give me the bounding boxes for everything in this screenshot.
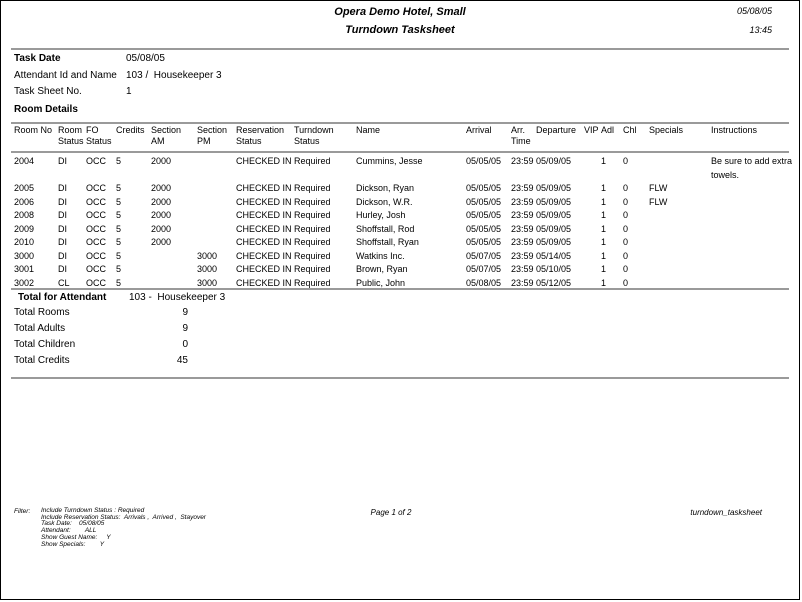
cell-credits: 5 [116, 250, 122, 261]
cell-room-no: 2010 [14, 237, 35, 247]
cell-turndown-status: Required [294, 156, 331, 166]
cell-guest-name: Shoffstall, Ryan [356, 237, 419, 247]
cell-turndown-status: Required [294, 183, 331, 193]
cell-vip [584, 182, 601, 196]
cell-room-no: 3000 [14, 250, 35, 261]
cell-section-pm [197, 209, 236, 223]
filter-line: Show Guest Name: Y [41, 533, 111, 541]
total-label: Total Children [14, 339, 76, 350]
cell-credits: 5 [116, 156, 122, 166]
column-header: Instructions [711, 125, 758, 135]
table-top-divider [11, 122, 789, 124]
cell-departure: 05/09/05 [536, 223, 572, 234]
cell-turndown-status: Required [294, 196, 331, 207]
cell-section-pm: 3000 [197, 264, 218, 274]
column-header: Name [356, 125, 381, 135]
room-row [14, 182, 796, 196]
cell-vip [584, 236, 601, 250]
room-table-header-row [14, 125, 796, 155]
cell-credits: 5 [116, 183, 122, 193]
totals-bottom-divider [11, 377, 789, 379]
cell-section-pm: 3000 [197, 277, 218, 288]
report-date: 05/08/05 [736, 6, 772, 16]
total-value: 9 [182, 307, 188, 318]
cell-arrival: 05/05/05 [466, 210, 502, 220]
column-header: FO Status [86, 125, 112, 146]
cell-vip [584, 209, 601, 223]
task-sheet-no-label: Task Sheet No. [14, 86, 82, 97]
column-header: Section AM [151, 125, 182, 146]
total-label: Total Rooms [14, 307, 70, 318]
cell-fo-status: OCC [86, 237, 106, 247]
cell-specials [649, 155, 711, 182]
cell-credits: 5 [116, 210, 122, 220]
cell-reservation-status: CHECKED IN [236, 250, 292, 261]
cell-turndown-status: Required [294, 277, 331, 288]
total-value: 9 [182, 323, 188, 334]
total-for-attendant-value: 103 - Housekeeper 3 [129, 292, 226, 303]
cell-instructions [711, 196, 796, 210]
room-row [14, 236, 796, 250]
cell-section-pm [197, 236, 236, 250]
cell-turndown-status: Required [294, 250, 331, 261]
filter-line: Include Turndown Status : Required [41, 507, 145, 514]
column-header: Room No [14, 125, 53, 135]
cell-section-pm [197, 223, 236, 237]
cell-chl: 0 [623, 223, 629, 234]
cell-arr-time: 23:59 [511, 237, 534, 247]
report-file-name: turndown_tasksheet [690, 508, 762, 517]
room-row [14, 196, 796, 210]
cell-chl: 0 [623, 156, 629, 166]
cell-instructions: Be sure to add extra towels. [711, 156, 793, 180]
cell-turndown-status: Required [294, 237, 331, 247]
cell-room-no: 2009 [14, 223, 35, 234]
cell-instructions [711, 236, 796, 250]
cell-arrival: 05/05/05 [466, 223, 502, 234]
column-header: Reservation Status [236, 125, 285, 146]
cell-specials: FLW [649, 183, 668, 193]
cell-room-status: DI [58, 250, 67, 261]
cell-section-am: 2000 [151, 156, 172, 166]
cell-section-pm [197, 196, 236, 210]
cell-adl: 1 [601, 277, 607, 288]
cell-instructions [711, 182, 796, 196]
cell-credits: 5 [116, 237, 122, 247]
column-header: Room Status [58, 125, 84, 146]
cell-room-no: 2008 [14, 210, 35, 220]
cell-specials [649, 250, 711, 264]
cell-room-status: DI [58, 223, 67, 234]
total-for-attendant-label: Total for Attendant [18, 292, 107, 303]
cell-instructions [711, 263, 796, 277]
column-header: Arrival [466, 125, 492, 135]
page-number: Page 1 of 2 [370, 508, 412, 517]
column-header: Adl [601, 125, 615, 135]
report-time: 13:45 [749, 25, 772, 35]
cell-arr-time: 23:59 [511, 277, 534, 288]
cell-departure: 05/09/05 [536, 156, 572, 166]
cell-reservation-status: CHECKED IN [236, 277, 292, 288]
cell-credits: 5 [116, 264, 122, 274]
cell-fo-status: OCC [86, 210, 106, 220]
cell-room-no: 3002 [14, 277, 35, 288]
cell-room-status: DI [58, 237, 67, 247]
cell-arr-time: 23:59 [511, 264, 534, 274]
cell-arrival: 05/05/05 [466, 156, 502, 166]
cell-section-am: 2000 [151, 210, 172, 220]
cell-arr-time: 23:59 [511, 196, 534, 207]
room-details-table [14, 125, 796, 290]
room-row [14, 250, 796, 264]
cell-instructions [711, 250, 796, 264]
cell-departure: 05/09/05 [536, 210, 572, 220]
cell-adl: 1 [601, 156, 607, 166]
cell-room-no: 3001 [14, 264, 35, 274]
column-header: Specials [649, 125, 684, 135]
cell-fo-status: OCC [86, 196, 106, 207]
cell-fo-status: OCC [86, 264, 106, 274]
cell-guest-name: Brown, Ryan [356, 264, 408, 274]
cell-chl: 0 [623, 250, 629, 261]
task-date-label: Task Date [14, 53, 61, 64]
cell-section-am: 2000 [151, 196, 172, 207]
cell-guest-name: Dickson, W.R. [356, 196, 413, 207]
cell-arr-time: 23:59 [511, 250, 534, 261]
cell-room-status: DI [58, 196, 67, 207]
totals-list [14, 307, 188, 371]
cell-arrival: 05/05/05 [466, 196, 502, 207]
cell-credits: 5 [116, 223, 122, 234]
cell-guest-name: Cummins, Jesse [356, 156, 423, 166]
cell-room-no: 2004 [14, 156, 35, 166]
cell-chl: 0 [623, 210, 629, 220]
cell-adl: 1 [601, 196, 607, 207]
cell-arr-time: 23:59 [511, 210, 534, 220]
cell-fo-status: OCC [86, 277, 106, 288]
cell-specials [649, 263, 711, 277]
cell-reservation-status: CHECKED IN [236, 196, 292, 207]
cell-reservation-status: CHECKED IN [236, 223, 292, 234]
cell-adl: 1 [601, 264, 607, 274]
cell-credits: 5 [116, 277, 122, 288]
cell-vip [584, 263, 601, 277]
cell-section-pm: 3000 [197, 250, 218, 261]
cell-reservation-status: CHECKED IN [236, 183, 292, 193]
cell-instructions [711, 209, 796, 223]
room-row [14, 209, 796, 223]
cell-section-pm [197, 155, 236, 182]
filter-line: Task Date: 05/08/05 [41, 520, 105, 528]
filter-lines [41, 508, 206, 548]
cell-room-no: 2006 [14, 196, 35, 207]
cell-room-status: DI [58, 264, 67, 274]
cell-fo-status: OCC [86, 223, 106, 234]
cell-reservation-status: CHECKED IN [236, 264, 292, 274]
cell-chl: 0 [623, 237, 629, 247]
header-divider [11, 48, 789, 50]
cell-chl: 0 [623, 277, 629, 288]
cell-specials [649, 209, 711, 223]
cell-room-no: 2005 [14, 183, 35, 193]
cell-reservation-status: CHECKED IN [236, 156, 292, 166]
column-header: Chl [623, 125, 637, 135]
cell-guest-name: Watkins Inc. [356, 250, 405, 261]
cell-departure: 05/09/05 [536, 196, 572, 207]
filter-line: Attendant: ALL [41, 527, 97, 535]
column-header: VIP [584, 125, 599, 135]
column-header: Turndown Status [294, 125, 334, 146]
total-label: Total Credits [14, 355, 70, 366]
cell-adl: 1 [601, 237, 607, 247]
total-row [14, 307, 188, 323]
cell-departure: 05/09/05 [536, 237, 572, 247]
cell-fo-status: OCC [86, 250, 106, 261]
cell-room-status: DI [58, 183, 67, 193]
total-label: Total Adults [14, 323, 66, 334]
cell-specials [649, 236, 711, 250]
cell-room-status: CL [58, 277, 70, 288]
cell-turndown-status: Required [294, 264, 331, 274]
cell-adl: 1 [601, 250, 607, 261]
cell-vip [584, 155, 601, 182]
cell-guest-name: Shoffstall, Rod [356, 223, 415, 234]
cell-turndown-status: Required [294, 210, 331, 220]
cell-arr-time: 23:59 [511, 223, 534, 234]
attendant-value: 103 / Housekeeper 3 [126, 70, 222, 81]
cell-section-am: 2000 [151, 223, 172, 234]
cell-adl: 1 [601, 183, 607, 193]
total-row [14, 355, 188, 371]
task-date-value: 05/08/05 [126, 53, 165, 64]
cell-adl: 1 [601, 210, 607, 220]
cell-section-am: 2000 [151, 183, 172, 193]
room-row [14, 263, 796, 277]
cell-arrival: 05/05/05 [466, 183, 502, 193]
hotel-name-title: Opera Demo Hotel, Small [334, 6, 466, 18]
filter-line: Include Reservation Status: Arrivals , Arrived , Stayover [41, 513, 206, 521]
room-row [14, 155, 796, 182]
cell-departure: 05/14/05 [536, 250, 572, 261]
cell-departure: 05/10/05 [536, 264, 572, 274]
room-table-body [14, 155, 796, 290]
cell-section-am [151, 250, 197, 264]
cell-turndown-status: Required [294, 223, 331, 234]
attendant-label: Attendant Id and Name [14, 70, 117, 81]
cell-specials: FLW [649, 196, 668, 207]
cell-credits: 5 [116, 196, 122, 207]
cell-fo-status: OCC [86, 156, 106, 166]
cell-departure: 05/12/05 [536, 277, 572, 288]
cell-section-am [151, 263, 197, 277]
cell-chl: 0 [623, 264, 629, 274]
cell-section-am: 2000 [151, 237, 172, 247]
cell-vip [584, 223, 601, 237]
cell-arrival: 05/08/05 [466, 277, 502, 288]
filter-label: Filter: [14, 508, 31, 515]
total-row [14, 339, 188, 355]
cell-reservation-status: CHECKED IN [236, 210, 292, 220]
cell-guest-name: Public, John [356, 277, 406, 288]
column-header: Arr. Time [511, 125, 531, 146]
cell-arrival: 05/07/05 [466, 264, 502, 274]
room-details-heading: Room Details [14, 104, 78, 115]
cell-guest-name: Dickson, Ryan [356, 183, 415, 193]
cell-room-status: DI [58, 210, 67, 220]
room-row [14, 223, 796, 237]
report-title: Turndown Tasksheet [345, 24, 455, 36]
cell-reservation-status: CHECKED IN [236, 237, 292, 247]
cell-chl: 0 [623, 183, 629, 193]
cell-arrival: 05/07/05 [466, 250, 502, 261]
cell-guest-name: Hurley, Josh [356, 210, 406, 220]
cell-adl: 1 [601, 223, 607, 234]
total-value: 45 [176, 355, 188, 366]
cell-arr-time: 23:59 [511, 156, 534, 166]
cell-instructions [711, 223, 796, 237]
filter-line: Show Specials: Y [41, 540, 105, 548]
cell-arrival: 05/05/05 [466, 237, 502, 247]
cell-section-pm [197, 182, 236, 196]
column-header: Section PM [197, 125, 228, 146]
total-row [14, 323, 188, 339]
cell-chl: 0 [623, 196, 629, 207]
total-value: 0 [182, 339, 188, 350]
task-sheet-no-value: 1 [126, 86, 132, 97]
cell-arr-time: 23:59 [511, 183, 534, 193]
column-header: Credits [116, 125, 145, 135]
cell-fo-status: OCC [86, 183, 106, 193]
cell-vip [584, 196, 601, 210]
cell-room-status: DI [58, 156, 67, 166]
cell-departure: 05/09/05 [536, 183, 572, 193]
cell-vip [584, 250, 601, 264]
totals-top-divider [11, 288, 789, 290]
cell-specials [649, 223, 711, 237]
column-header: Departure [536, 125, 577, 135]
